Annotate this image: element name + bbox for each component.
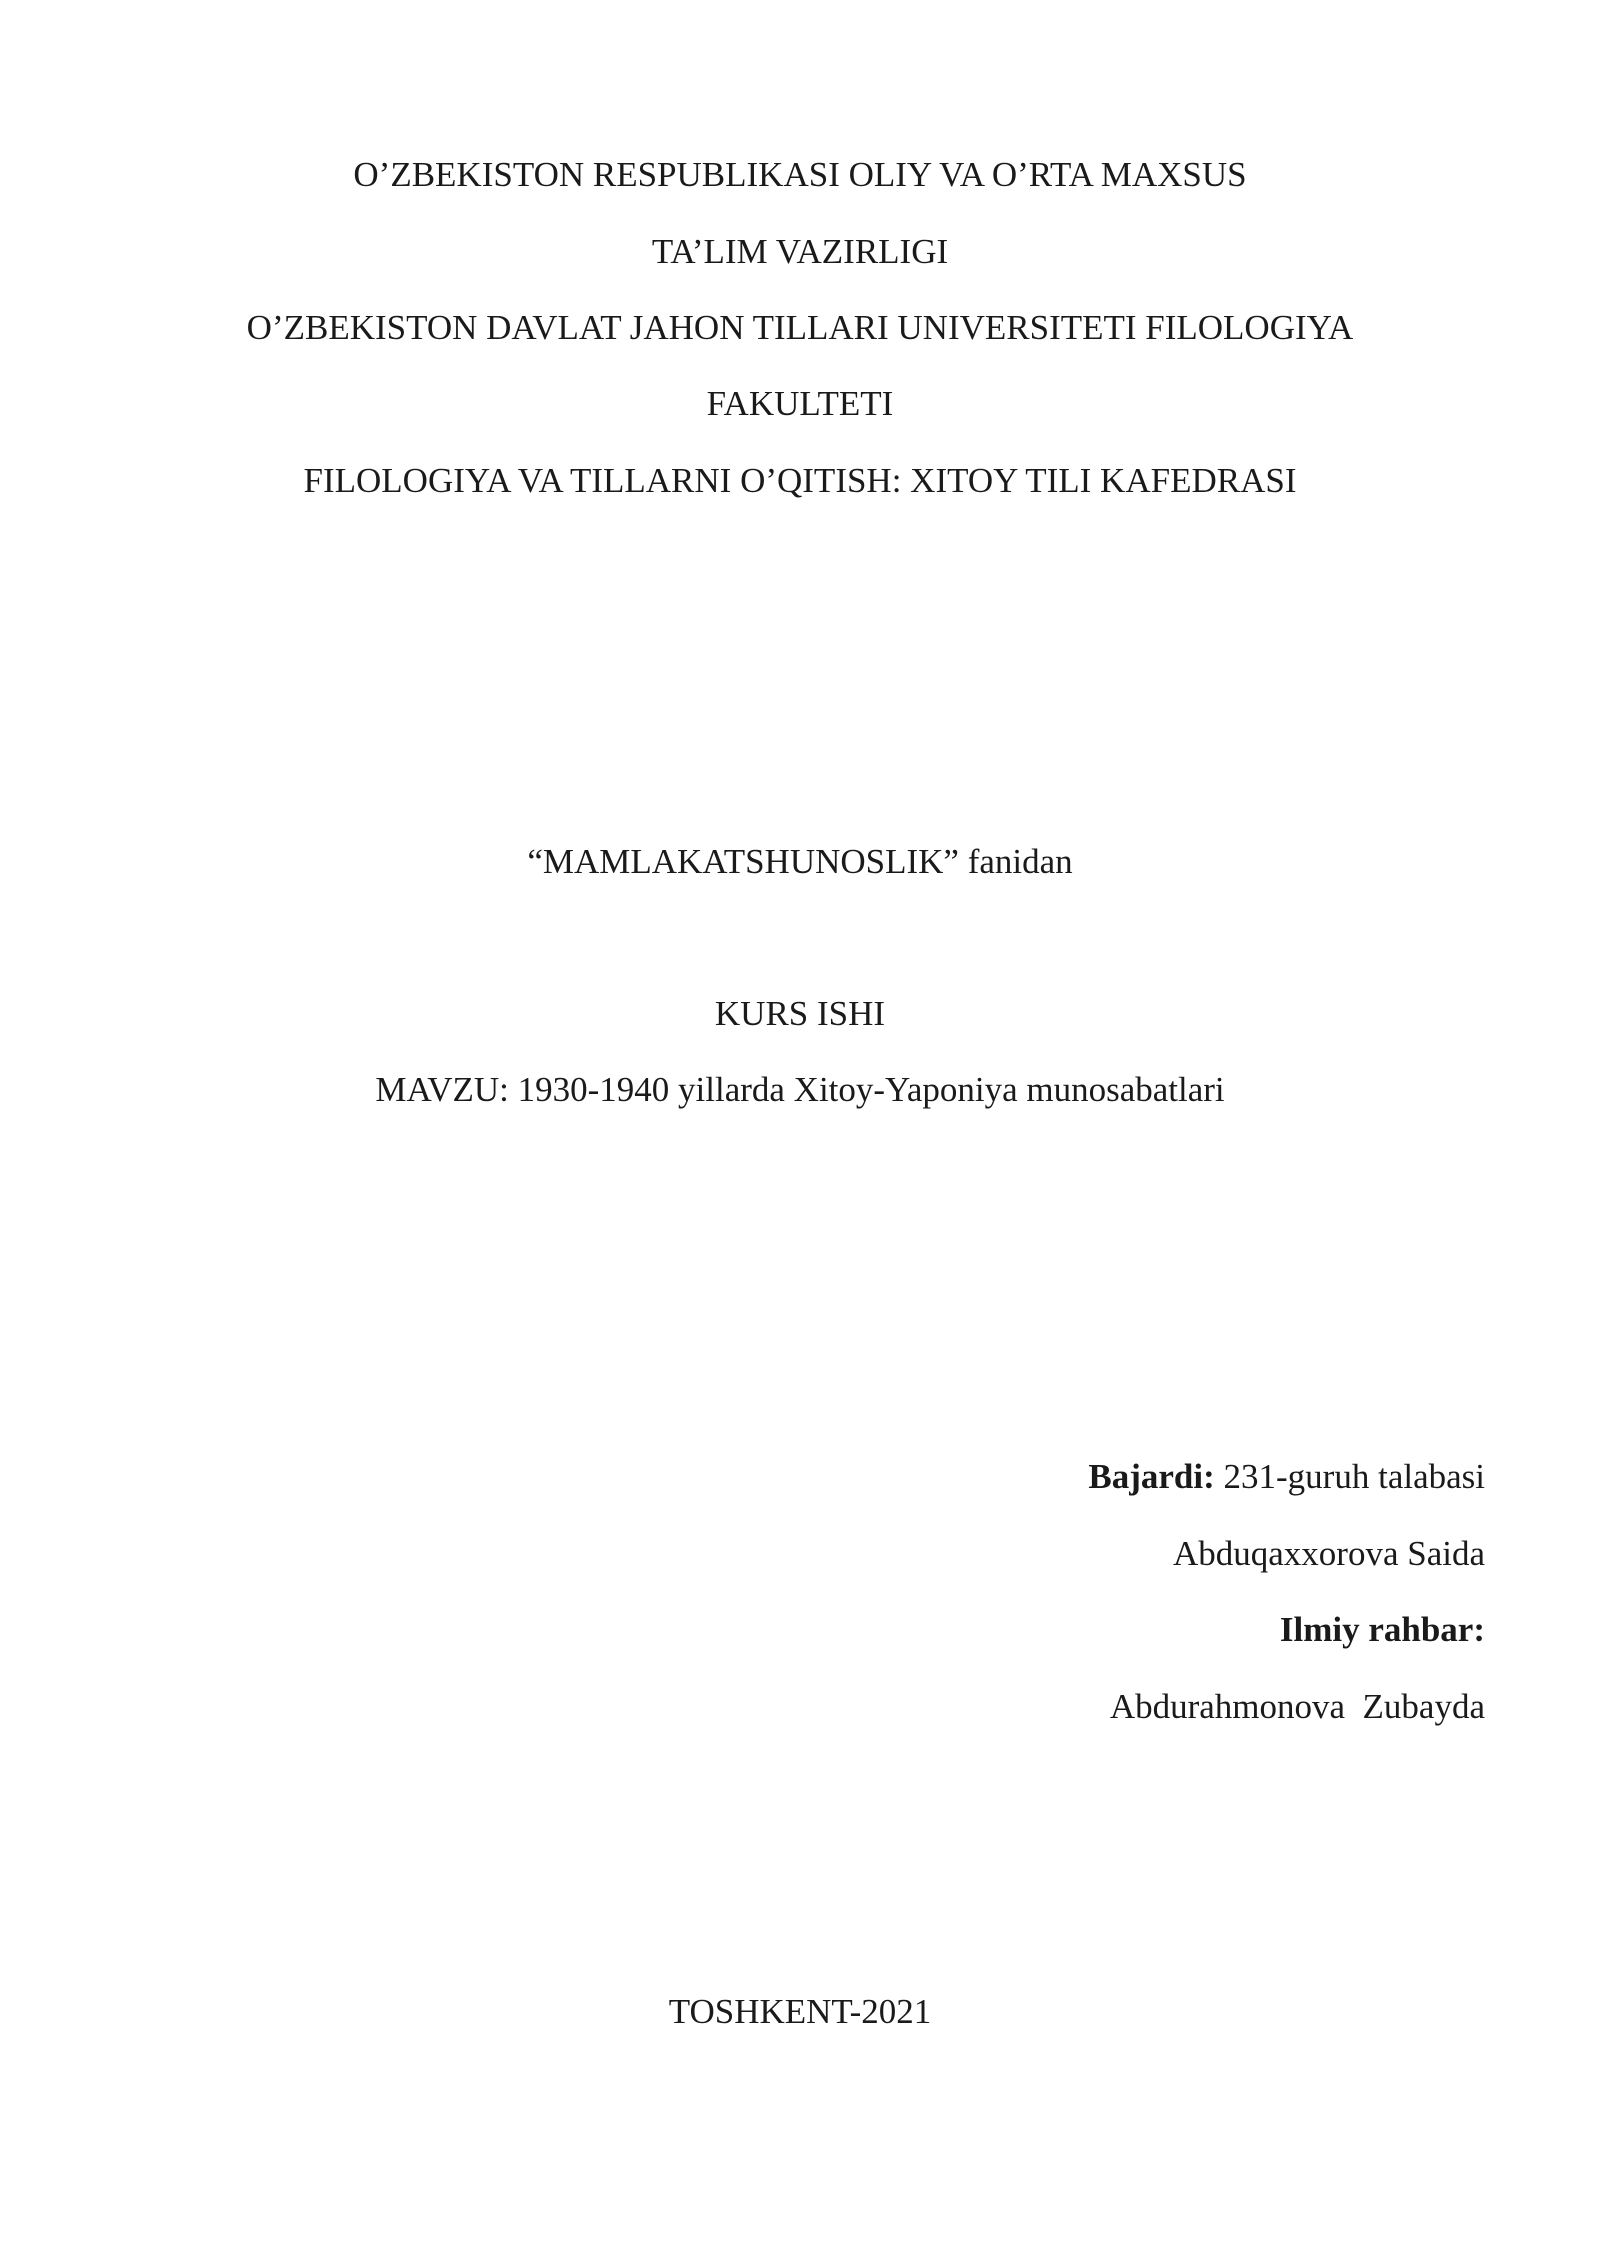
- work-type: KURS ISHI: [714, 994, 886, 1033]
- supervisor-name: Abdurahmonova Zubayda: [1109, 1687, 1485, 1726]
- university-line-1: O’ZBEKISTON DAVLAT JAHON TILLARI UNIVERSITETI FILOLOGIYA: [246, 308, 1354, 347]
- supervisor-label: Ilmiy rahbar:: [1279, 1610, 1485, 1649]
- ministry-line-1: O’ZBEKISTON RESPUBLIKASI OLIY VA O’RTA MAXSUS: [353, 155, 1247, 194]
- performed-label: Bajardi:: [1088, 1457, 1215, 1496]
- city-year: TOSHKENT-2021: [668, 1992, 932, 2031]
- student-name: Abduqaxxorova Saida: [1172, 1534, 1485, 1573]
- performed-line: [1088, 1455, 1485, 1499]
- ministry-line-2: TA’LIM VAZIRLIGI: [651, 232, 949, 271]
- department-line: FILOLOGIYA VA TILLARNI O’QITISH: XITOY TILI KAFEDRASI: [303, 461, 1297, 500]
- university-line-2: FAKULTETI: [706, 384, 894, 423]
- subject-line: “MAMLAKATSHUNOSLIK” fanidan: [527, 842, 1073, 881]
- performed-value: 231-guruh talabasi: [1223, 1457, 1485, 1496]
- topic-line: MAVZU: 1930-1940 yillarda Xitoy-Yaponiya munosabatlari: [375, 1070, 1225, 1109]
